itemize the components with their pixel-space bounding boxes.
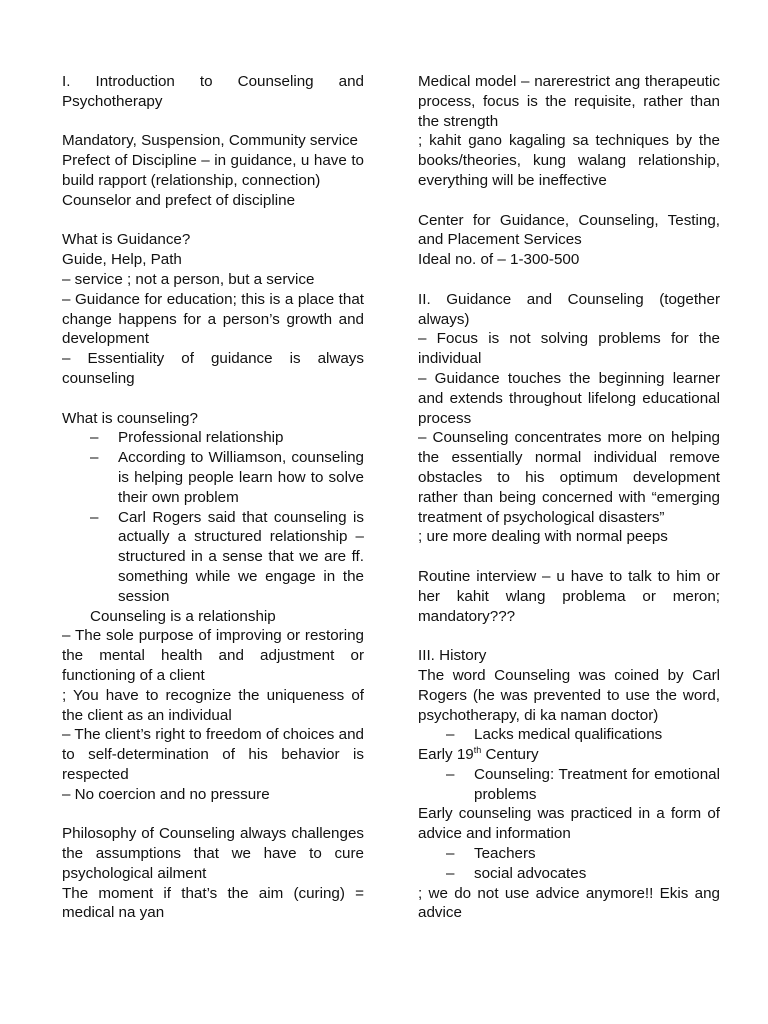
paragraph: Counseling is a relationship — [90, 607, 276, 625]
paragraph: Ideal no. of – 1-300-500 — [418, 251, 580, 269]
paragraph: ; kahit gano kagaling sa techniques by the books/theories, kung walang relationship, everything will be ineffective — [418, 132, 720, 189]
paragraph: ; we do not use advice anymore!! Ekis ang advice — [418, 884, 720, 922]
list-item: – Professional relationship — [90, 429, 284, 447]
paragraph: ; ure more dealing with normal peeps — [418, 528, 668, 546]
dash-bullet: – — [90, 449, 99, 467]
question-counseling: What is counseling? — [62, 409, 198, 427]
list-item: – According to Williamson, counseling is helping people learn how to solve their own problem — [90, 449, 364, 506]
paragraph: – service ; not a person, but a service — [62, 270, 315, 288]
left-column — [62, 72, 364, 923]
list-item: – social advocates — [446, 864, 587, 882]
list-item: – Carl Rogers said that counseling is actually a structured relationship – structured in a sense that we are ff. something while we engage in the session — [90, 508, 364, 605]
paragraph: – Counseling concentrates more on helping the essentially normal individual remove obstacles to his optimum development rather than being concerned with “emerging treatment of psychological disasters” — [418, 429, 720, 526]
section-heading-guidance-counseling: II. Guidance and Counseling (together always) — [418, 290, 720, 328]
paragraph: Guide, Help, Path — [62, 251, 182, 269]
paragraph: – Guidance for education; this is a place that change happens for a person’s growth and development — [62, 290, 364, 348]
paragraph: Mandatory, Suspension, Community service — [62, 132, 358, 150]
paragraph: Early 19th Century — [418, 745, 539, 764]
paragraph: Routine interview – u have to talk to him or her kahit wlang problema or meron; mandatory??? — [418, 567, 720, 625]
right-column — [418, 72, 720, 923]
paragraph: The word Counseling was coined by Carl Rogers (he was prevented to use the word, psychotherapy, di ka naman doctor) — [418, 666, 720, 724]
paragraph: – The sole purpose of improving or restoring the mental health and adjustment or functioning of a client — [62, 627, 364, 684]
section-heading-introduction: I. Introduction to Counseling and Psychotherapy — [62, 73, 364, 110]
list-item: – Teachers — [446, 845, 536, 863]
paragraph: – The client’s right to freedom of choices and to self-determination of his behavior is respected — [62, 726, 364, 783]
dash-bullet: – — [446, 726, 455, 744]
dash-bullet: – — [446, 765, 455, 783]
paragraph: Center for Guidance, Counseling, Testing, and Placement Services — [418, 211, 720, 249]
list-item: – Lacks medical qualifications — [446, 726, 663, 744]
section-heading-history: III. History — [418, 647, 487, 665]
paragraph: The moment if that’s the aim (curing) = medical na yan — [62, 884, 364, 922]
dash-bullet: – — [90, 429, 99, 447]
list-item: – Counseling: Treatment for emotional problems — [446, 765, 720, 803]
paragraph: – No coercion and no pressure — [62, 785, 270, 803]
paragraph: Medical model – narerestrict ang therapeutic process, focus is the requisite, rather than the strength — [418, 73, 720, 130]
paragraph: – Guidance touches the beginning learner and extends throughout lifelong educational process — [418, 369, 720, 427]
paragraph: ; You have to recognize the uniqueness of the client as an individual — [62, 686, 364, 724]
paragraph: Prefect of Discipline – in guidance, u have to build rapport (relationship, connection) — [62, 152, 364, 189]
dash-bullet: – — [446, 864, 455, 882]
paragraph: – Essentiality of guidance is always counseling — [62, 350, 364, 387]
paragraph: – Focus is not solving problems for the individual — [418, 330, 720, 368]
dash-bullet: – — [90, 508, 99, 526]
question-guidance: What is Guidance? — [62, 231, 191, 249]
paragraph: Counselor and prefect of discipline — [62, 191, 296, 209]
paragraph: Early counseling was practiced in a form of advice and information — [418, 805, 720, 843]
dash-bullet: – — [446, 845, 455, 863]
paragraph: Philosophy of Counseling always challenges the assumptions that we have to cure psychological ailment — [62, 825, 364, 882]
